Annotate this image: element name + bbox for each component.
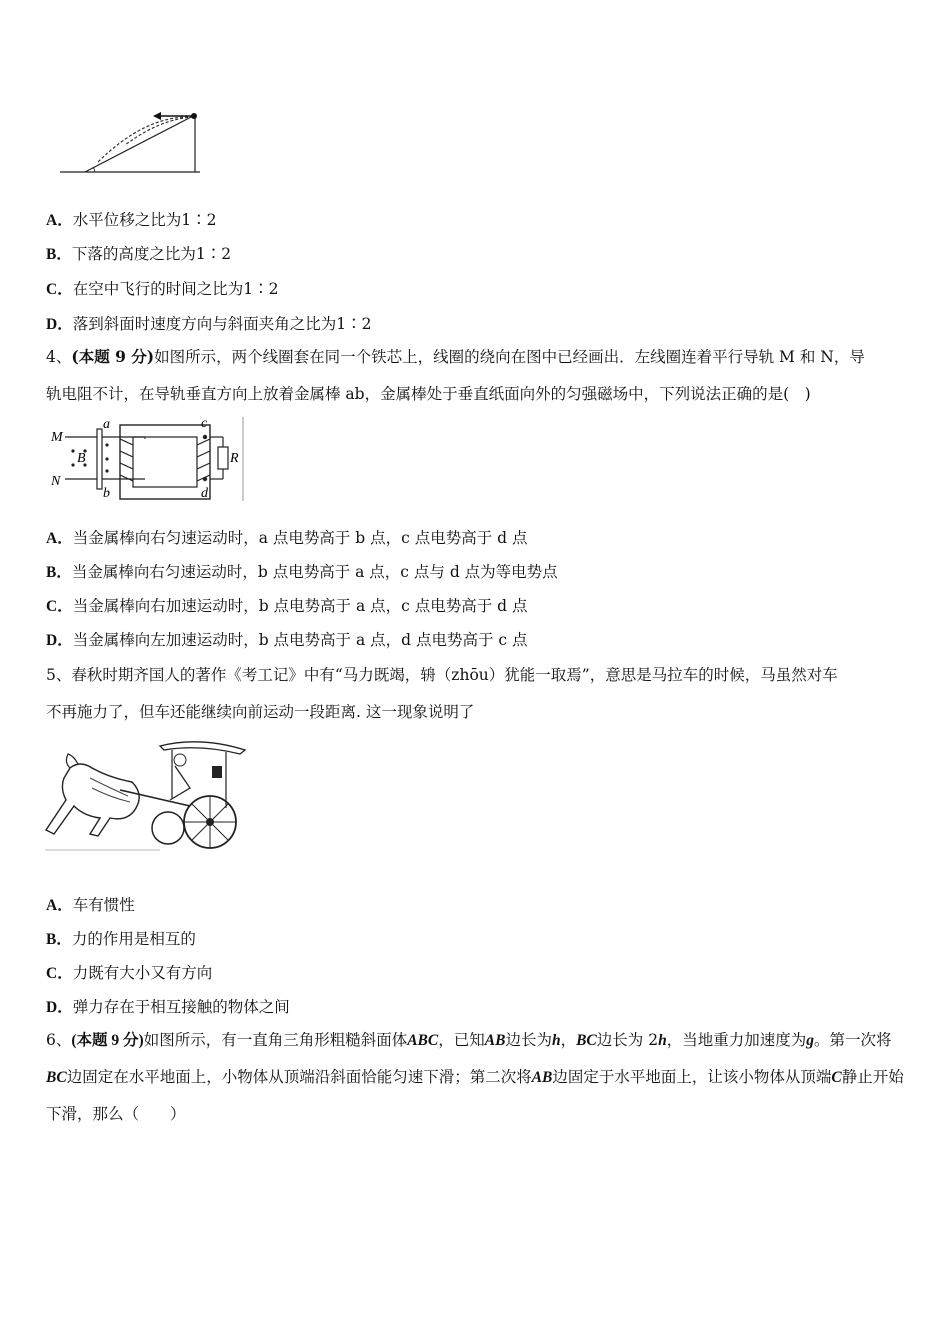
q5-option-d: D．弹力存在于相互接触的物体之间 [46, 998, 290, 1016]
q3-option-d: D．落到斜面时速度方向与斜面夹角之比为1∶2 [46, 315, 372, 333]
label-field-b: B [77, 451, 86, 466]
label-n: N [51, 474, 61, 489]
q4-option-a: A．当金属棒向右匀速运动时，a 点电势高于 b 点，c 点电势高于 d 点 [46, 529, 528, 547]
q3-option-a: A．水平位移之比为1∶2 [46, 211, 217, 229]
label-c: c [201, 416, 208, 431]
label-a: a [103, 417, 110, 432]
label-r: R [230, 451, 239, 466]
q4-option-c: C．当金属棒向右加速运动时，b 点电势高于 a 点，c 点电势高于 d 点 [46, 597, 528, 615]
q6-stem: 6、(本题 9 分)如图所示，有一直角三角形粗糙斜面体ABC，已知AB边长为h，BC边长为 2h，当地重力加速度为g。第一次将BC边固定在水平地面上，小物体从顶端沿斜面恰能匀速下滑；第二次将AB边固定于水平地面上，让该小物体从顶端C静止开始下滑，那么（ ） [46, 1031, 904, 1123]
label-d: d [201, 486, 208, 501]
q3-option-b: B．下落的高度之比为1∶2 [46, 245, 232, 263]
label-b: b [103, 486, 110, 501]
chariot-figure [40, 738, 250, 858]
coil-circuit-figure [45, 415, 250, 503]
q5-option-a: A．车有惯性 [46, 896, 135, 914]
q5-option-c: C．力既有大小又有方向 [46, 964, 213, 982]
q5-stem-line-2: 不再施力了，但车还能继续向前运动一段距离. 这一现象说明了 [46, 703, 475, 721]
q3-option-c: C．在空中飞行的时间之比为1∶2 [46, 280, 279, 298]
incline-projectile-figure [55, 105, 205, 180]
q5-stem-line-1: 5、春秋时期齐国人的著作《考工记》中有“马力既竭，辀（zhōu）犹能一取焉”，意思是马拉车的时候，马虽然对车 [46, 666, 838, 684]
q4-option-b: B．当金属棒向右匀速运动时，b 点电势高于 a 点，c 点与 d 点为等电势点 [46, 563, 558, 581]
q5-option-b: B．力的作用是相互的 [46, 930, 196, 948]
label-m: M [51, 430, 63, 445]
q4-stem-line-2: 轨电阻不计，在导轨垂直方向上放着金属棒 ab，金属棒处于垂直纸面向外的匀强磁场中，下列说法正确的是( ) [46, 385, 811, 403]
q4-stem-line-1: 4、(本题 9 分)如图所示，两个线圈套在同一个铁芯上，线圈的绕向在图中已经画出．左线圈连着平行导轨 M 和 N，导 [46, 347, 865, 366]
q4-option-d: D．当金属棒向左加速运动时，b 点电势高于 a 点，d 点电势高于 c 点 [46, 631, 528, 649]
